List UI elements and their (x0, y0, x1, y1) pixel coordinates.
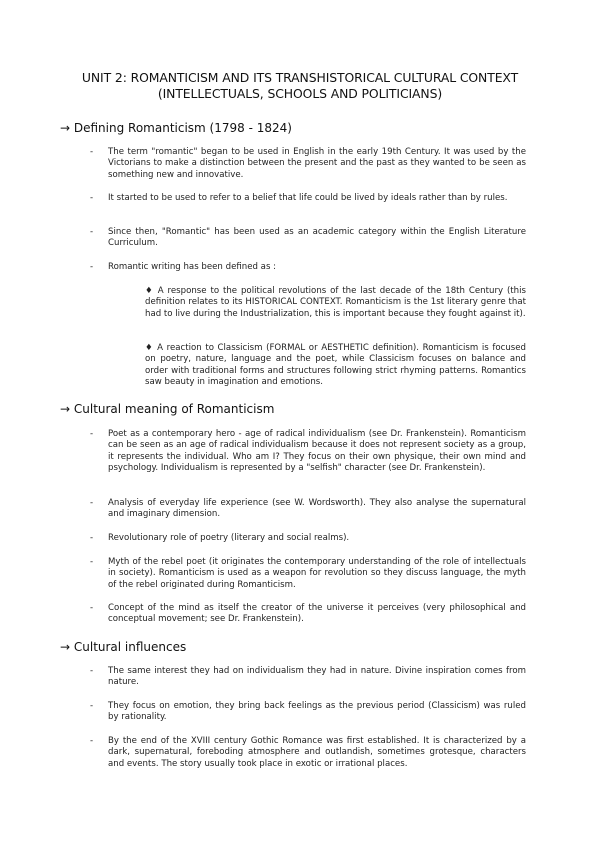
bullet-marker: - (90, 429, 94, 439)
document-title: UNIT 2: ROMANTICISM AND ITS TRANSHISTORICAL CULTURAL CONTEXT (INTELLECTUALS, SCHOOLS AND POLITICIANS) (81, 70, 519, 101)
bullet-marker: - (90, 666, 94, 676)
paragraph-everyday-life: Analysis of everyday life experience (see W. Wordsworth). They also analyse the supernatural and imaginary dimension. (108, 498, 526, 520)
section-heading-defining-romanticism: → Defining Romanticism (1798 - 1824) (60, 121, 292, 135)
bullet-marker: - (90, 603, 94, 613)
paragraph-belief-ideals: It started to be used to refer to a belief that life could be lived by ideals rather than by rules. (108, 193, 508, 203)
paragraph-poet-hero: Poet as a contemporary hero - age of radical individualism (see Dr. Frankenstein). Romanticism can be seen as an age of radical individualism because it does not represent society as a group, it represents the individual. Who am I? They focus on their own physique, their own mind and psychology. Individualism is represented by a "selfish" character (see Dr. Frankenstein). (108, 429, 526, 474)
section-heading-cultural-influences: → Cultural influences (60, 640, 187, 654)
paragraph-academic-category: Since then, "Romantic" has been used as an academic category within the English Literature Curriculum. (108, 227, 526, 249)
section-heading-cultural-meaning: → Cultural meaning of Romanticism (60, 402, 275, 416)
paragraph-concept-mind: Concept of the mind as itself the creator of the universe it perceives (very philosophical and conceptual movement; see Dr. Frankenstein). (108, 603, 526, 625)
bullet-marker: - (90, 736, 94, 746)
bullet-marker: - (90, 701, 94, 711)
paragraph-revolutionary-role: Revolutionary role of poetry (literary and social realms). (108, 533, 350, 543)
paragraph-defined-as: Romantic writing has been defined as : (108, 262, 277, 272)
bullet-marker: - (90, 557, 94, 567)
bullet-marker: - (90, 262, 94, 272)
paragraph-gothic-romance: By the end of the XVIII century Gothic Romance was first established. It is characterized by a dark, supernatural, foreboding atmosphere and outlandish, sometimes grotesque, characters and events. The story usually took place in exotic or irrational places. (108, 736, 526, 769)
paragraph-romantic-term: The term "romantic" began to be used in English in the early 19th Century. It was used by the Victorians to make a distinction between the present and the past as they wanted to be seen as something new and innovative. (108, 147, 526, 180)
bullet-marker: - (90, 193, 94, 203)
paragraph-emotion-focus: They focus on emotion, they bring back feelings as the previous period (Classicism) was ruled by rationality. (108, 701, 526, 723)
bullet-marker: - (90, 227, 94, 237)
paragraph-rebel-poet: Myth of the rebel poet (it originates the contemporary understanding of the role of intellectuals in society). Romanticism is used as a weapon for revolution so they discuss language, the myth of the rebel originated during Romanticism. (108, 557, 526, 590)
subparagraph-reaction-classicism: ♦ A reaction to Classicism (FORMAL or AESTHETIC definition). Romanticism is focused on poetry, nature, language and the poet, while Classicism focuses on balance and order with traditional forms and structures following strict rhyming patterns. Romantics saw beauty in imagination and emotions. (145, 343, 526, 388)
bullet-marker: - (90, 147, 94, 157)
subparagraph-political-response: ♦ A response to the political revolutions of the last decade of the 18th Century (this definition relates to its HISTORICAL CONTEXT. Romanticism is the 1st literary genre that had to live during the Industrialization, this is important because they fought against it). (145, 286, 526, 319)
bullet-marker: - (90, 498, 94, 508)
bullet-marker: - (90, 533, 94, 543)
paragraph-nature-inspiration: The same interest they had on individualism they had in nature. Divine inspiration comes from nature. (108, 666, 526, 688)
